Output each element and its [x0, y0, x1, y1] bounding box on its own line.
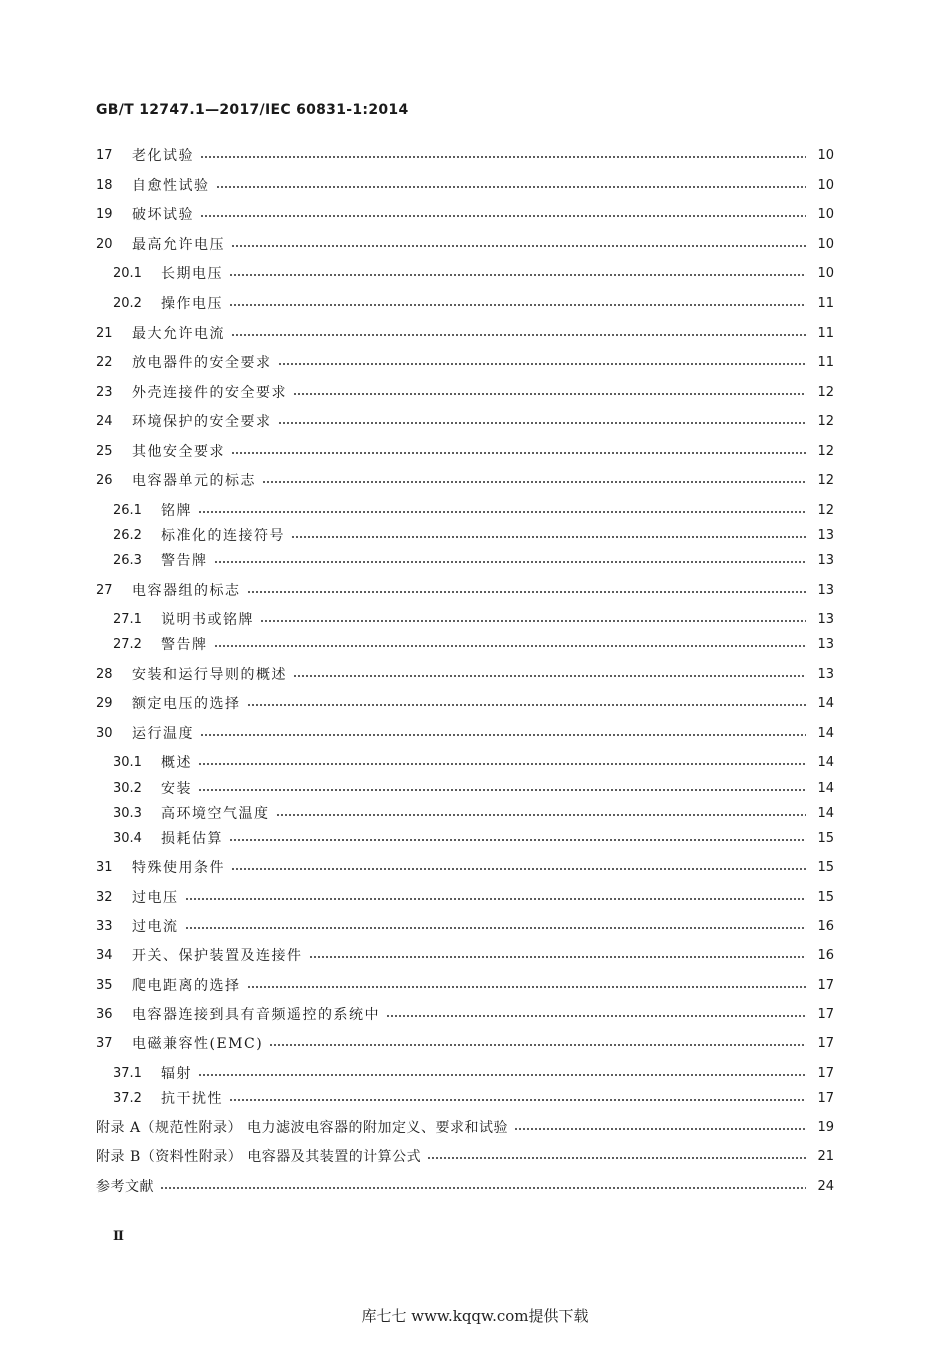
toc-entry-title: 放电器件的安全要求 — [132, 355, 272, 371]
toc-entry-number: 36 — [96, 1007, 113, 1022]
toc-entry-number: 24 — [96, 414, 113, 429]
toc-entry-number: 30.4 — [113, 831, 142, 846]
toc-dot-leader — [247, 975, 807, 997]
toc-entry-title: 参考文献 — [96, 1179, 154, 1195]
toc-entry-title: 操作电压 — [161, 296, 223, 312]
toc-entry-number: 22 — [96, 355, 113, 370]
toc-entry-page: 13 — [817, 528, 834, 543]
toc-entry[interactable] — [96, 887, 834, 909]
toc-entry-number: 32 — [96, 890, 113, 905]
toc-entry[interactable] — [96, 664, 834, 686]
toc-dot-leader — [200, 204, 806, 226]
toc-dot-leader — [229, 1088, 806, 1110]
toc-entry-title: 开关、保护装置及连接件 — [132, 948, 303, 964]
toc-entry[interactable] — [96, 975, 834, 997]
toc-dot-leader — [386, 1004, 806, 1026]
toc-dot-leader — [214, 550, 807, 572]
toc-entry-page: 19 — [817, 1120, 834, 1135]
download-footer: 库七七 www.kqqw.com提供下载 — [361, 1307, 589, 1325]
toc-entry-number: 26.1 — [113, 503, 142, 518]
toc-entry-number: 26.3 — [113, 553, 142, 568]
toc-entry[interactable] — [113, 525, 834, 547]
toc-entry-page: 17 — [817, 1007, 834, 1022]
toc-entry[interactable] — [96, 441, 834, 463]
toc-entry[interactable] — [96, 1146, 834, 1168]
toc-entry-page: 10 — [817, 207, 834, 222]
toc-dot-leader — [278, 352, 807, 374]
toc-entry-page: 16 — [817, 948, 834, 963]
toc-entry-number: 26 — [96, 473, 113, 488]
toc-entry-page: 12 — [817, 414, 834, 429]
toc-entry-title: 安装和运行导则的概述 — [132, 667, 287, 683]
toc-entry-number: 34 — [96, 948, 113, 963]
toc-entry-title: 外壳连接件的安全要求 — [132, 385, 287, 401]
toc-entry[interactable] — [96, 1033, 834, 1055]
toc-entry-page: 10 — [817, 266, 834, 281]
toc-dot-leader — [247, 580, 807, 602]
toc-entry[interactable] — [113, 500, 834, 522]
toc-dot-leader — [231, 234, 806, 256]
toc-dot-leader — [278, 411, 807, 433]
toc-entry-page: 13 — [817, 612, 834, 627]
toc-entry-number: 19 — [96, 207, 113, 222]
toc-dot-leader — [269, 1033, 806, 1055]
toc-entry-page: 11 — [817, 326, 834, 341]
toc-entry-page: 13 — [817, 553, 834, 568]
toc-entry-number: 26.2 — [113, 528, 142, 543]
toc-entry-page: 10 — [817, 237, 834, 252]
toc-dot-leader — [185, 916, 807, 938]
toc-entry-number: 23 — [96, 385, 113, 400]
toc-dot-leader — [214, 634, 807, 656]
toc-entry-number: 29 — [96, 696, 113, 711]
toc-entry-number: 20.2 — [113, 296, 142, 311]
toc-entry-page: 21 — [817, 1149, 834, 1164]
toc-entry[interactable] — [113, 803, 834, 825]
toc-entry-title: 特殊使用条件 — [132, 860, 225, 876]
page-folio: Ⅱ — [113, 1229, 124, 1244]
toc-entry[interactable] — [96, 382, 834, 404]
toc-dot-leader — [198, 500, 806, 522]
toc-entry-title: 附录 A（规范性附录） 电力滤波电容器的附加定义、要求和试验 — [96, 1120, 509, 1136]
toc-entry-page: 12 — [817, 503, 834, 518]
toc-entry-number: 37.2 — [113, 1091, 142, 1106]
toc-entry-title: 电容器组的标志 — [132, 583, 241, 599]
toc-dot-leader — [229, 293, 806, 315]
toc-entry-number: 31 — [96, 860, 113, 875]
toc-entry[interactable] — [96, 234, 834, 256]
toc-entry-title: 标准化的连接符号 — [161, 528, 285, 544]
toc-dot-leader — [229, 828, 806, 850]
toc-dot-leader — [260, 609, 806, 631]
toc-entry-page: 12 — [817, 385, 834, 400]
toc-entry-number: 37.1 — [113, 1066, 142, 1081]
toc-entry-number: 35 — [96, 978, 113, 993]
toc-entry[interactable] — [113, 634, 834, 656]
toc-entry-number: 30 — [96, 726, 113, 741]
toc-dot-leader — [427, 1146, 806, 1168]
toc-entry-title: 环境保护的安全要求 — [132, 414, 272, 430]
toc-entry-page: 10 — [817, 148, 834, 163]
toc-entry-title: 过电流 — [132, 919, 179, 935]
toc-entry-title: 高环境空气温度 — [161, 806, 270, 822]
toc-entry-title: 抗干扰性 — [161, 1091, 223, 1107]
toc-entry-number: 30.2 — [113, 781, 142, 796]
toc-dot-leader — [309, 945, 807, 967]
toc-entry-number: 20.1 — [113, 266, 142, 281]
toc-dot-leader — [200, 145, 806, 167]
toc-entry-page: 17 — [817, 1036, 834, 1051]
toc-entry-page: 15 — [817, 831, 834, 846]
toc-entry-title: 自愈性试验 — [132, 178, 210, 194]
toc-entry-title: 警告牌 — [161, 637, 208, 653]
toc-dot-leader — [231, 441, 806, 463]
toc-entry-title: 电容器连接到具有音频遥控的系统中 — [132, 1007, 380, 1023]
toc-entry-number: 33 — [96, 919, 113, 934]
toc-dot-leader — [293, 382, 806, 404]
toc-entry[interactable] — [113, 778, 834, 800]
toc-entry-page: 13 — [817, 667, 834, 682]
toc-entry-title: 警告牌 — [161, 553, 208, 569]
toc-entry-title: 说明书或铭牌 — [161, 612, 254, 628]
toc-entry-number: 30.3 — [113, 806, 142, 821]
toc-entry-title: 最高允许电压 — [132, 237, 225, 253]
toc-entry[interactable] — [96, 145, 834, 167]
toc-dot-leader — [262, 470, 806, 492]
toc-entry-page: 14 — [817, 755, 834, 770]
toc-dot-leader — [200, 723, 806, 745]
toc-entry-page: 16 — [817, 919, 834, 934]
toc-entry-page: 14 — [817, 696, 834, 711]
toc-dot-leader — [293, 664, 806, 686]
toc-dot-leader — [247, 693, 807, 715]
toc-entry[interactable] — [113, 1063, 834, 1085]
toc-entry-page: 11 — [817, 355, 834, 370]
toc-entry-number: 30.1 — [113, 755, 142, 770]
toc-entry-number: 37 — [96, 1036, 113, 1051]
toc-entry[interactable] — [96, 1176, 834, 1198]
toc-entry-title: 运行温度 — [132, 726, 194, 742]
toc-entry-title: 长期电压 — [161, 266, 223, 282]
toc-dot-leader — [198, 1063, 806, 1085]
toc-entry[interactable] — [113, 828, 834, 850]
toc-entry[interactable] — [96, 470, 834, 492]
toc-entry-page: 14 — [817, 781, 834, 796]
toc-entry[interactable] — [96, 693, 834, 715]
toc-entry-title: 电磁兼容性(EMC) — [132, 1036, 264, 1052]
toc-entry-title: 安装 — [161, 781, 192, 797]
toc-entry-page: 11 — [817, 296, 834, 311]
toc-entry[interactable] — [96, 916, 834, 938]
toc-dot-leader — [216, 175, 807, 197]
toc-entry-number: 27.1 — [113, 612, 142, 627]
toc-entry[interactable] — [96, 857, 834, 879]
toc-entry[interactable] — [96, 411, 834, 433]
toc-entry[interactable] — [96, 175, 834, 197]
toc-entry-page: 12 — [817, 444, 834, 459]
toc-dot-leader — [291, 525, 806, 547]
toc-entry-page: 12 — [817, 473, 834, 488]
toc-entry-page: 14 — [817, 806, 834, 821]
toc-entry-title: 其他安全要求 — [132, 444, 225, 460]
toc-entry-number: 27.2 — [113, 637, 142, 652]
toc-entry-number: 18 — [96, 178, 113, 193]
standard-header: GB/T 12747.1—2017/IEC 60831-1:2014 — [96, 102, 409, 118]
toc-entry-page: 14 — [817, 726, 834, 741]
toc-entry[interactable] — [96, 352, 834, 374]
toc-entry[interactable] — [113, 1088, 834, 1110]
toc-entry-page: 13 — [817, 637, 834, 652]
toc-entry[interactable] — [96, 204, 834, 226]
toc-entry-title: 损耗估算 — [161, 831, 223, 847]
toc-entry-page: 15 — [817, 890, 834, 905]
toc-entry-title: 辐射 — [161, 1066, 192, 1082]
toc-entry-number: 21 — [96, 326, 113, 341]
toc-entry-page: 17 — [817, 1066, 834, 1081]
toc-entry-title: 铭牌 — [161, 503, 192, 519]
toc-entry-page: 17 — [817, 1091, 834, 1106]
toc-dot-leader — [198, 778, 806, 800]
toc-entry[interactable] — [96, 723, 834, 745]
toc-entry[interactable] — [96, 580, 834, 602]
toc-dot-leader — [276, 803, 807, 825]
toc-entry[interactable] — [113, 609, 834, 631]
toc-dot-leader — [198, 752, 806, 774]
toc-dot-leader — [160, 1176, 806, 1198]
toc-entry-number: 17 — [96, 148, 113, 163]
toc-entry-title: 最大允许电流 — [132, 326, 225, 342]
toc-entry-title: 破坏试验 — [132, 207, 194, 223]
toc-entry-title: 老化试验 — [132, 148, 194, 164]
toc-entry-page: 24 — [817, 1179, 834, 1194]
toc-entry[interactable] — [113, 550, 834, 572]
toc-entry[interactable] — [113, 263, 834, 285]
toc-entry-page: 17 — [817, 978, 834, 993]
toc-entry-number: 20 — [96, 237, 113, 252]
toc-entry-page: 15 — [817, 860, 834, 875]
toc-entry-title: 过电压 — [132, 890, 179, 906]
toc-entry[interactable] — [96, 1004, 834, 1026]
toc-entry[interactable] — [96, 323, 834, 345]
toc-entry-title: 概述 — [161, 755, 192, 771]
toc-entry-title: 电容器单元的标志 — [132, 473, 256, 489]
toc-dot-leader — [231, 857, 806, 879]
toc-entry-page: 13 — [817, 583, 834, 598]
toc-entry[interactable] — [113, 752, 834, 774]
toc-dot-leader — [231, 323, 806, 345]
toc-entry-title: 附录 B（资料性附录） 电容器及其装置的计算公式 — [96, 1149, 422, 1165]
toc-entry-title: 额定电压的选择 — [132, 696, 241, 712]
toc-dot-leader — [229, 263, 806, 285]
toc-entry-number: 27 — [96, 583, 113, 598]
toc-entry[interactable] — [96, 1117, 834, 1139]
toc-entry-number: 28 — [96, 667, 113, 682]
toc-entry-title: 爬电距离的选择 — [132, 978, 241, 994]
toc-dot-leader — [514, 1117, 806, 1139]
toc-entry-number: 25 — [96, 444, 113, 459]
toc-entry[interactable] — [113, 293, 834, 315]
toc-dot-leader — [185, 887, 807, 909]
toc-entry[interactable] — [96, 945, 834, 967]
toc-entry-page: 10 — [817, 178, 834, 193]
